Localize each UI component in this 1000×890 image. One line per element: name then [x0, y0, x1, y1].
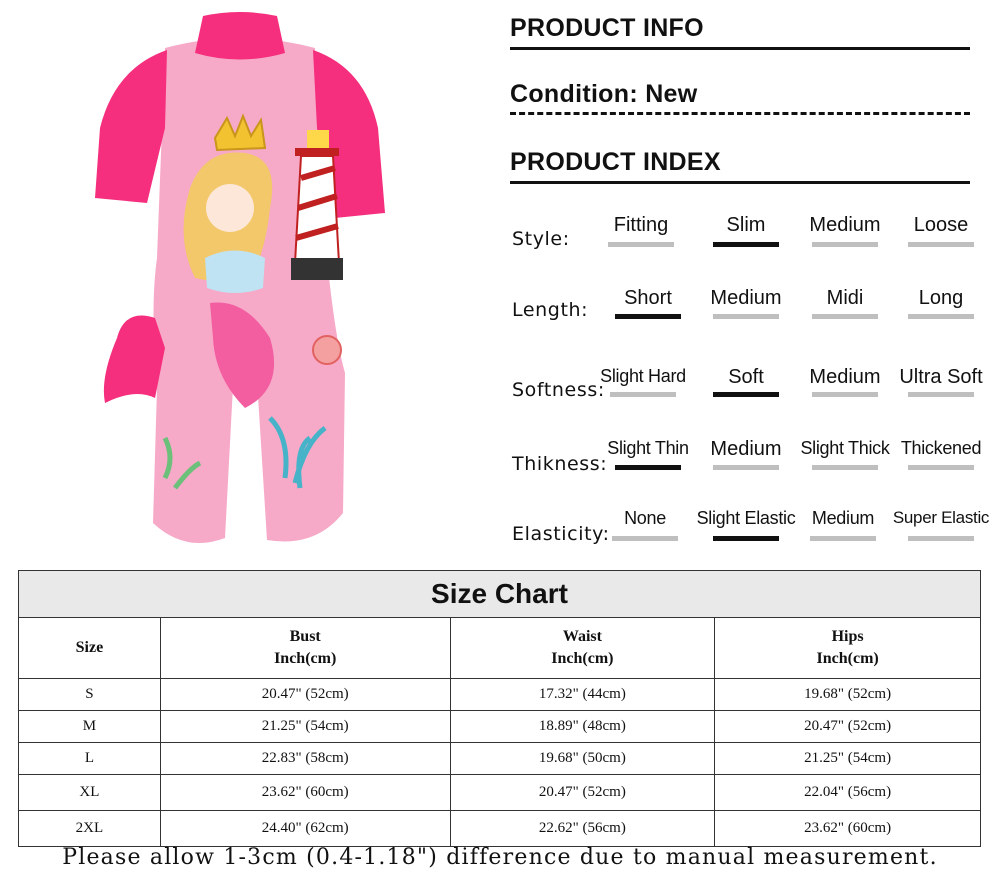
attr-row-elasticity [510, 508, 990, 568]
option: Medium [790, 214, 900, 237]
option-bar-selected [615, 465, 681, 470]
option-selected: Slim [691, 214, 801, 237]
table-row [19, 743, 981, 775]
table-row [19, 775, 981, 811]
hips-cell: 20.47" (52cm) [715, 711, 981, 743]
option: Thickened [886, 438, 996, 459]
option-selected: Short [593, 287, 703, 310]
option-bar [908, 392, 974, 397]
size-chart-title: Size Chart [19, 571, 981, 618]
divider [510, 181, 970, 184]
option: Medium [691, 287, 801, 310]
option: Long [886, 287, 996, 310]
waist-cell: 18.89" (48cm) [450, 711, 715, 743]
option: Slight Hard [588, 366, 698, 387]
option-selected: Slight Thin [593, 438, 703, 459]
option: Super Elastic [886, 508, 996, 528]
attr-label: Style: [512, 228, 570, 250]
option: Medium [788, 508, 898, 529]
hips-cell: 21.25" (54cm) [715, 743, 981, 775]
attr-row-length [510, 287, 990, 347]
tail-fin [104, 316, 165, 404]
option-bar [608, 242, 674, 247]
option-bar-selected [615, 314, 681, 319]
option-bar [713, 465, 779, 470]
option: Ultra Soft [886, 366, 996, 389]
option-bar [908, 536, 974, 541]
bust-cell: 22.83" (58cm) [160, 743, 450, 775]
option: Medium [691, 438, 801, 461]
column-header-size: Size [19, 618, 161, 679]
hips-cell: 22.04" (56cm) [715, 775, 981, 811]
option-bar-selected [713, 392, 779, 397]
bust-cell: 21.25" (54cm) [160, 711, 450, 743]
shell-illustration [313, 336, 341, 364]
hips-cell: 23.62" (60cm) [715, 811, 981, 847]
option: Fitting [586, 214, 696, 237]
attr-row-thikness [510, 438, 990, 498]
option-bar [908, 465, 974, 470]
left-sleeve [95, 50, 167, 203]
option-bar [810, 536, 876, 541]
waist-cell: 22.62" (56cm) [450, 811, 715, 847]
option-bar [812, 314, 878, 319]
product-info-title: PRODUCT INFO [510, 14, 704, 42]
dashed-divider [510, 112, 970, 115]
bust-cell: 24.40" (62cm) [160, 811, 450, 847]
option-bar [812, 242, 878, 247]
option-bar-selected [713, 242, 779, 247]
size-cell: M [19, 711, 161, 743]
size-cell: 2XL [19, 811, 161, 847]
column-header-bust: Bust Inch(cm) [160, 618, 450, 679]
option-bar [812, 392, 878, 397]
option-bar [610, 392, 676, 397]
attr-label: Elasticity: [512, 523, 610, 545]
table-row [19, 811, 981, 847]
option: Loose [886, 214, 996, 237]
option: None [590, 508, 700, 529]
condition-text: Condition: New [510, 80, 698, 108]
option-bar [908, 242, 974, 247]
option-selected: Soft [691, 366, 801, 389]
table-row [19, 711, 981, 743]
waist-cell: 20.47" (52cm) [450, 775, 715, 811]
option-selected: Slight Elastic [691, 508, 801, 529]
size-chart-table [18, 570, 981, 847]
measurement-note: Please allow 1-3cm (0.4-1.18") difference due to manual measurement. [62, 845, 938, 870]
bust-cell: 23.62" (60cm) [160, 775, 450, 811]
attr-row-softness [510, 366, 990, 426]
column-header-hips: Hips Inch(cm) [715, 618, 981, 679]
option-bar [812, 465, 878, 470]
collar [195, 12, 285, 60]
bust-cell: 20.47" (52cm) [160, 679, 450, 711]
divider [510, 47, 970, 50]
attr-row-style [510, 214, 990, 274]
size-cell: S [19, 679, 161, 711]
attr-label: Thikness: [512, 453, 608, 475]
option: Medium [790, 366, 900, 389]
option: Slight Thick [790, 438, 900, 459]
product-image [95, 8, 385, 553]
option: Midi [790, 287, 900, 310]
size-cell: XL [19, 775, 161, 811]
table-row [19, 679, 981, 711]
option-bar-selected [713, 536, 779, 541]
hips-cell: 19.68" (52cm) [715, 679, 981, 711]
size-cell: L [19, 743, 161, 775]
waist-cell: 17.32" (44cm) [450, 679, 715, 711]
option-bar [612, 536, 678, 541]
attr-label: Softness: [512, 379, 605, 401]
lighthouse-illustration [291, 130, 343, 280]
attr-label: Length: [512, 299, 589, 321]
option-bar [908, 314, 974, 319]
product-index-title: PRODUCT INDEX [510, 148, 721, 176]
waist-cell: 19.68" (50cm) [450, 743, 715, 775]
option-bar [713, 314, 779, 319]
column-header-waist: Waist Inch(cm) [450, 618, 715, 679]
